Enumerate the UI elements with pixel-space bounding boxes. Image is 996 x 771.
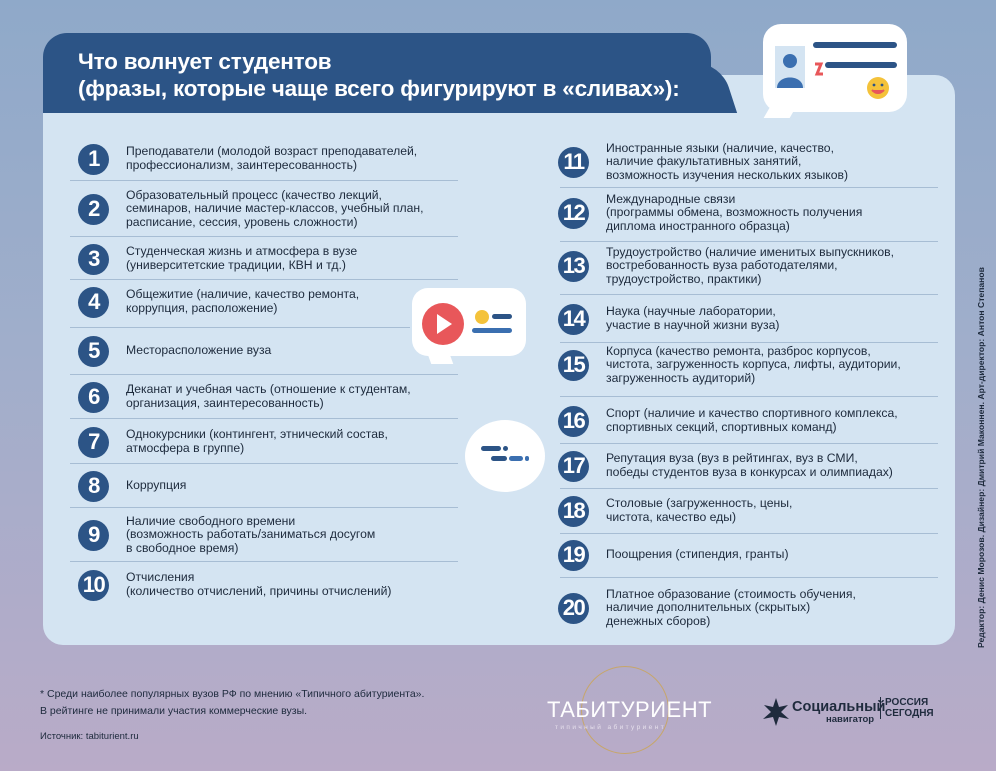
list-item (558, 139, 938, 185)
tabiturient-logo: ТАБИТУРИЕНТ (547, 697, 713, 722)
divider (560, 187, 938, 188)
title-line-1: Что волнует студентов (78, 49, 332, 74)
item-text: Репутация вуза (вуз в рейтингах, вуз в СМИ, победы студентов вуза в конкурсах и олимпиадах) (606, 451, 893, 479)
item-number: 18 (558, 496, 589, 527)
list-item (558, 190, 938, 236)
divider (70, 327, 410, 328)
list-item (558, 342, 938, 388)
credits: Редактор: Денис Морозов. Дизайнер: Дмитрий Маконнен. Арт-директор: Антон Степанов (976, 267, 986, 648)
item-number: 10 (78, 570, 109, 601)
item-number: 15 (558, 350, 589, 381)
divider (70, 180, 458, 181)
item-text: Студенческая жизнь и атмосфера в вузе (университетские традиции, КВН и тд.) (126, 244, 358, 272)
item-text: Месторасположение вуза (126, 343, 272, 358)
social-navigator-logo-icon (762, 697, 790, 727)
list-item (78, 375, 458, 419)
item-number: 8 (78, 471, 109, 502)
item-number: 14 (558, 304, 589, 335)
item-number: 6 (78, 382, 109, 413)
divider (560, 396, 938, 397)
item-text: Трудоустройство (наличие именитых выпускников, востребованность вуза работодателями, трудоустройство, практики) (606, 244, 895, 286)
russia-today-logo (880, 697, 934, 719)
divider (560, 294, 938, 295)
item-number: 12 (558, 198, 589, 229)
list-item (78, 280, 458, 324)
list-item (558, 533, 938, 577)
item-number: 17 (558, 451, 589, 482)
item-number: 2 (78, 194, 109, 225)
tabiturient-logo-sub: типичный абитуриент (555, 724, 667, 731)
list-item (558, 399, 938, 443)
item-text: Однокурсники (контингент, этнический состав, атмосфера в группе) (126, 427, 388, 455)
item-text: Поощрения (стипендия, гранты) (606, 547, 789, 562)
item-number: 1 (78, 144, 109, 175)
profile-card-icon (763, 24, 907, 112)
item-text: Преподаватели (молодой возраст преподавателей, профессионализм, заинтересованность) (126, 144, 418, 172)
item-number: 9 (78, 520, 109, 551)
divider (70, 561, 458, 562)
divider (560, 241, 938, 242)
list-item (78, 563, 458, 607)
divider (70, 507, 458, 508)
source-text: Источник: tabiturient.ru (40, 731, 139, 742)
item-text: Корпуса (качество ремонта, разброс корпусов, чистота, загруженность корпуса, лифты, аудитории, загруженность аудиторий) (606, 343, 901, 385)
russia-today-line-2: СЕГОДНЯ (885, 708, 934, 719)
list-item (78, 237, 458, 281)
item-number: 4 (78, 287, 109, 318)
item-number: 11 (558, 147, 589, 178)
item-number: 16 (558, 406, 589, 437)
list-item (558, 297, 938, 341)
item-text: Спорт (наличие и качество спортивного комплекса, спортивных секций, спортивных команд) (606, 406, 898, 434)
divider (70, 418, 458, 419)
item-number: 3 (78, 244, 109, 275)
item-number: 13 (558, 251, 589, 282)
item-text: Иностранные языки (наличие, качество, наличие факультативных занятий, возможность изучения нескольких языков) (606, 140, 849, 182)
item-text: Деканат и учебная часть (отношение к студентам, организация, заинтересованность) (126, 382, 411, 410)
item-number: 20 (558, 593, 589, 624)
item-text: Столовые (загруженность, цены, чистота, качество еды) (606, 496, 793, 524)
item-number: 7 (78, 427, 109, 458)
russia-today-line-1: РОССИЯ (885, 697, 929, 708)
footnote-line-2: В рейтинге не принимали участия коммерческие вузы. (40, 705, 308, 717)
list-item (558, 489, 938, 533)
item-text: Общежитие (наличие, качество ремонта, коррупция, расположение) (126, 287, 360, 315)
social-navigator-sub: навигатор (826, 714, 875, 725)
item-text: Платное образование (стоимость обучения, наличие дополнительных (скрытых) денежных сборов) (606, 586, 856, 628)
chat-bubble (465, 420, 545, 492)
item-text: Наука (научные лаборатории, участие в научной жизни вуза) (606, 304, 780, 332)
item-text: Международные связи (программы обмена, возможность получения диплома иностранного образца) (606, 191, 863, 233)
social-navigator-main: Социальный (792, 699, 886, 715)
list-item (78, 186, 458, 232)
list-item (78, 464, 458, 508)
item-text: Коррупция (126, 478, 187, 493)
divider (560, 577, 938, 578)
item-text: Образовательный процесс (качество лекций, семинаров, наличие мастер-классов, учебный план, расписание, сессия, уровень сложности) (126, 187, 424, 229)
list-item (78, 329, 458, 373)
item-text: Наличие свободного времени (возможность работать/заниматься досугом в свободное время) (126, 513, 376, 555)
profile-card-svg (763, 24, 907, 112)
item-text: Отчисления (количество отчислений, причины отчислений) (126, 570, 392, 598)
list-item (78, 512, 458, 558)
title-line-2: (фразы, которые чаще всего фигурируют в «сливах»): (78, 76, 680, 101)
chat-dots-icon (465, 420, 545, 492)
item-number: 5 (78, 336, 109, 367)
footnote-line-1: * Среди наиболее популярных вузов РФ по мнению «Типичного абитуриента». (40, 688, 425, 700)
list-item (78, 420, 458, 464)
list-item (558, 585, 938, 631)
list-item (78, 137, 458, 181)
list-item (558, 444, 938, 488)
item-number: 19 (558, 540, 589, 571)
list-item (558, 243, 938, 289)
